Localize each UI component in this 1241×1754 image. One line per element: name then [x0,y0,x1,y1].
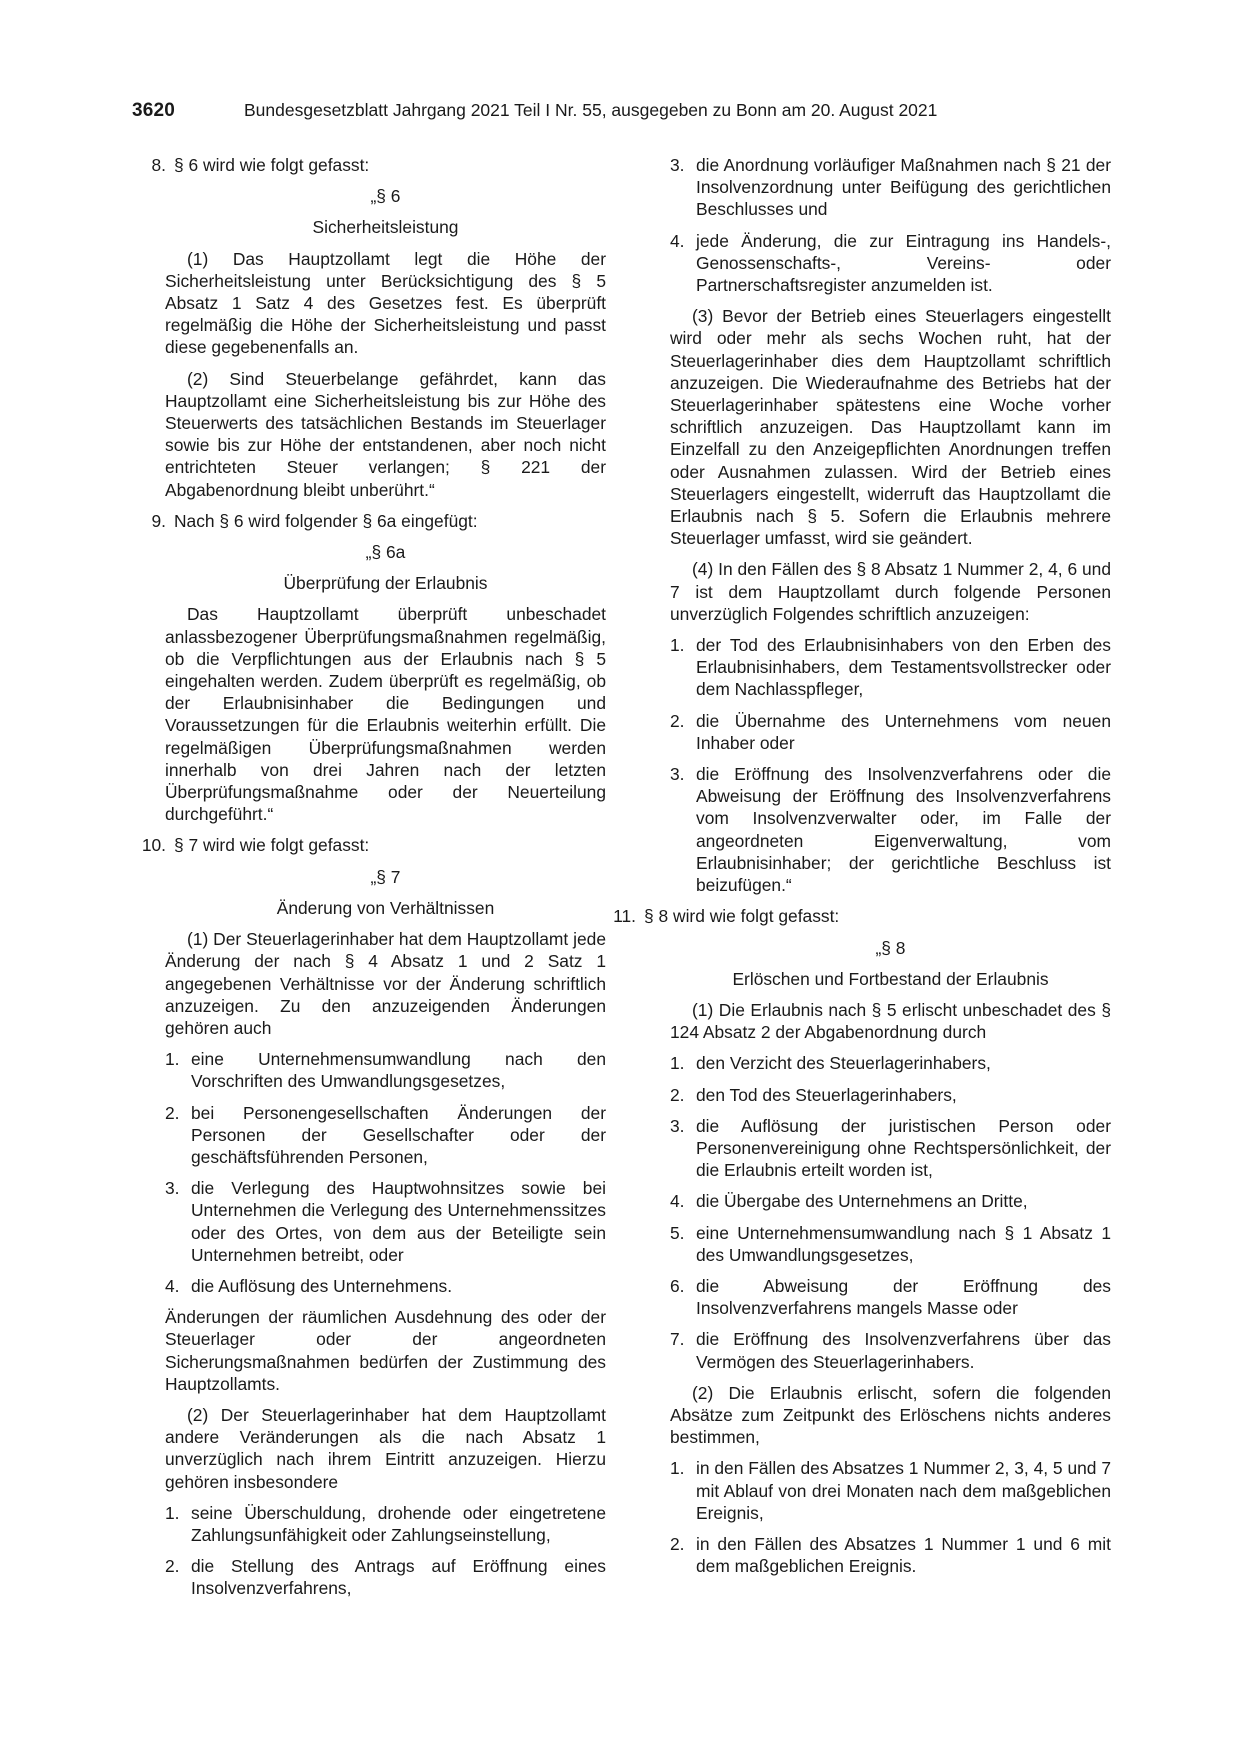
list-item [670,230,1111,297]
item-text: in den Fällen des Absatzes 1 Nummer 2, 3, 4, 5 und 7 mit Ablauf von drei Monaten nach dem maßgeblichen Ereignis, [696,1458,1111,1523]
list-item [165,1048,606,1092]
section-7 [130,866,606,1600]
page-number: 3620 [132,100,176,121]
item-text: bei Personengesellschaften Änderungen der Personen der Gesellschafter oder der geschäftsführenden Personen, [191,1102,606,1167]
list-item [670,1115,1111,1182]
item-text: der Tod des Erlaubnisinhabers von den Erben des Erlaubnisinhabers, dem Testamentsvollstrecker oder dem Nachlasspfleger, [696,635,1111,700]
item-number: 2. [670,1533,685,1554]
item-text: die Auflösung der juristischen Person oder Personenvereinigung ohne Rechtspersönlichkeit, der die Erlaubnis erteilt worden ist, [696,1115,1111,1181]
item-text: in den Fällen des Absatzes 1 Nummer 1 und 6 mit dem maßgeblichen Ereignis. [696,1533,1111,1577]
list-item [670,1328,1111,1372]
paragraph: (3) Bevor der Betrieb eines Steuerlagers eingestellt wird oder mehr als sechs Wochen ruht, hat der Steuerlagerinhaber dies dem Hauptzollamt schriftlich anzuzeigen. Die Wiederaufnahme des Betriebs hat der Steuerlagerinhaber spätestens eine Woche vorher schriftlich anzuzeigen. Das Hauptzollamt kann im Einzelfall zu den Anzeigepflichten Anordnungen treffen oder Ausnahmen zulassen. Wird der Betrieb eines Steuerlagers eingestellt, widerruft das Hauptzollamt die Erlaubnis nach § 5. Sofern die Erlaubnis mehrere Steuerlager umfasst, wird sie geändert. [670,306,1111,549]
list-item [670,1222,1111,1266]
list-item [165,1102,606,1169]
item-text: die Eröffnung des Insolvenzverfahrens oder die Abweisung der Eröffnung des Insolvenzverfahrens vom Insolvenzverwalter oder, im Falle der angeordneten Eigenverwaltung, vom Erlaubnisinhaber; der gerichtliche Beschluss ist beizufügen.“ [696,764,1111,896]
item-text: die Abweisung der Eröffnung des Insolvenzverfahrens mangels Masse oder [696,1275,1111,1319]
item-number: 7. [670,1329,685,1350]
item-number: 2. [670,1084,685,1105]
item-number: 1. [165,1049,180,1070]
paragraph: (2) Die Erlaubnis erlischt, sofern die folgenden Absätze zum Zeitpunkt des Erlöschens nichts anderes bestimmen, [670,1382,1111,1448]
item-text: den Tod des Steuerlagerinhabers, [696,1084,957,1105]
paragraph: (4) In den Fällen des § 8 Absatz 1 Nummer 2, 4, 6 und 7 ist dem Hauptzollamt durch folgende Personen unverzüglich Folgendes schriftlich anzuzeigen: [670,559,1111,624]
item-number: 4. [670,1191,685,1212]
item-number: 2. [165,1102,180,1123]
section-heading: „§ 6a [365,542,406,563]
item-number: 1. [670,635,685,656]
amendment-text: § 8 wird wie folgt gefasst: [644,906,840,927]
amendment-number: 11. [613,906,636,927]
paragraph: (2) Sind Steuerbelange gefährdet, kann das Hauptzollamt eine Sicherheitsleistung bis zur Höhe des Steuerwerts des tatsächlichen Bestands im Steuerlager sowie bis zur Höhe der entstandenen, aber noch nicht entrichteten Steuer verlangen; § 221 der Abgabenordnung bleibt unberührt.“ [165,368,606,500]
item-text: die Übernahme des Unternehmens vom neuen Inhaber oder [696,710,1111,753]
item-text: die Eröffnung des Insolvenzverfahrens über das Vermögen des Steuerlagerinhabers. [696,1329,1111,1372]
right-column [613,154,1111,1586]
paragraph: (1) Der Steuerlagerinhaber hat dem Hauptzollamt jede Änderung der nach § 4 Absatz 1 und 2 Satz 1 angegebenen Verhältnisse vor der Änderung schriftlich anzuzeigen. Zu den anzuzeigenden Änderungen gehören auch [165,929,606,1038]
section-title: Sicherheitsleistung [312,217,459,238]
item-text: eine Unternehmensumwandlung nach den Vorschriften des Umwandlungsgesetzes, [191,1049,606,1092]
page-header [132,100,1109,130]
amendment-number: 8. [151,155,166,175]
list-item [670,1533,1111,1577]
item-number: 6. [670,1275,685,1296]
section-6 [130,185,606,501]
amendment-number: 10. [141,835,166,856]
list-item [670,1052,1111,1074]
item-text: die Verlegung des Hauptwohnsitzes sowie bei Unternehmen die Verlegung des Unternehmenssitzes oder des Ortes, von dem aus der Beteiligte sein Unternehmen betreibt, oder [191,1178,606,1265]
list-item [670,763,1111,896]
list-item [165,1555,606,1599]
paragraph: (2) Der Steuerlagerinhaber hat dem Hauptzollamt andere Veränderungen als die nach Absatz 1 unverzüglich nach ihrem Eintritt anzuzeigen. Hierzu gehören insbesondere [165,1404,606,1492]
item-text: den Verzicht des Steuerlagerinhabers, [696,1053,991,1074]
amendment-text: § 7 wird wie folgt gefasst: [174,835,370,856]
item-text: die Stellung des Antrags auf Eröffnung eines Insolvenzverfahrens, [191,1556,606,1599]
item-number: 1. [670,1053,685,1074]
item-number: 1. [670,1458,685,1479]
section-title: Erlöschen und Fortbestand der Erlaubnis [732,968,1049,989]
list-item [165,1502,606,1546]
item-number: 3. [165,1178,180,1199]
item-number: 3. [670,764,685,785]
amendment-text: Nach § 6 wird folgender § 6a eingefügt: [174,510,478,531]
item-number: 3. [670,1115,685,1136]
item-number: 4. [165,1275,180,1296]
item-text: die Auflösung des Unternehmens. [191,1275,453,1296]
amendment-9 [130,510,606,532]
section-heading: „§ 7 [370,866,401,887]
list-item [670,154,1111,221]
paragraph: (1) Die Erlaubnis nach § 5 erlischt unbeschadet des § 124 Absatz 2 der Abgabenordnung durch [670,999,1111,1043]
paragraph: Das Hauptzollamt überprüft unbeschadet anlassbezogener Überprüfungsmaßnahmen regelmäßig, ob die Verpflichtungen aus der Erlaubnis nach § 5 eingehalten werden. Zudem überprüft es regelmäßig, ob der Erlaubnisinhaber die Bedingungen und Voraussetzungen für die Erlaubnis weiterhin erfüllt. Die regelmäßigen Überprüfungsmaßnahmen werden innerhalb von drei Jahren nach der letzten Überprüfungsmaßnahme oder der Neuerteilung durchgeführt.“ [165,604,606,825]
list-item [670,710,1111,754]
list-item [670,634,1111,701]
list-item [670,1190,1111,1212]
item-number: 4. [670,230,685,251]
item-number: 1. [165,1502,180,1523]
item-number: 2. [165,1556,180,1577]
paragraph: (1) Das Hauptzollamt legt die Höhe der Sicherheitsleistung unter Berücksichtigung des § 5 Absatz 1 Satz 4 des Gesetzes fest. Es überprüft regelmäßig die Höhe der Sicherheitsleistung und passt diese gegebenenfalls an. [165,248,606,358]
amendment-10 [130,834,606,856]
left-column [130,154,606,1609]
amendment-text: § 6 wird wie folgt gefasst: [174,155,370,175]
section-7-continued [635,154,1111,896]
item-text: die Anordnung vorläufiger Maßnahmen nach § 21 der Insolvenzordnung unter Beifügung des gerichtlichen Beschlusses und [696,155,1111,220]
section-heading: „§ 6 [370,186,401,207]
list-item [670,1457,1111,1524]
list-item [165,1177,606,1266]
list-item [670,1275,1111,1319]
section-title: Änderung von Verhältnissen [276,897,495,918]
amendment-11 [600,905,1111,927]
item-number: 2. [670,710,685,731]
item-text: jede Änderung, die zur Eintragung ins Handels-, Genossenschafts-, Vereins- oder Partnerschaftsregister anzumelden ist. [696,230,1111,296]
list-item [165,1275,606,1297]
item-text: seine Überschuldung, drohende oder eingetretene Zahlungsunfähigkeit oder Zahlungseinstellung, [191,1502,606,1545]
section-8 [635,937,1111,1578]
section-title: Überprüfung der Erlaubnis [283,573,488,594]
section-6a [130,541,606,825]
item-text: eine Unternehmensumwandlung nach § 1 Absatz 1 des Umwandlungsgesetzes, [696,1222,1111,1265]
paragraph: Änderungen der räumlichen Ausdehnung des oder der Steuerlager oder der angeordneten Sicherungsmaßnahmen bedürfen der Zustimmung des Hauptzollamts. [165,1307,606,1394]
section-heading: „§ 8 [875,937,906,958]
item-number: 5. [670,1222,685,1243]
list-item [670,1084,1111,1106]
gazette-title: Bundesgesetzblatt Jahrgang 2021 Teil I Nr. 55, ausgegeben zu Bonn am 20. August 2021 [244,100,938,120]
item-number: 3. [670,155,685,175]
amendment-number: 9. [151,510,166,531]
amendment-8 [130,154,606,176]
item-text: die Übergabe des Unternehmens an Dritte, [696,1191,1028,1212]
